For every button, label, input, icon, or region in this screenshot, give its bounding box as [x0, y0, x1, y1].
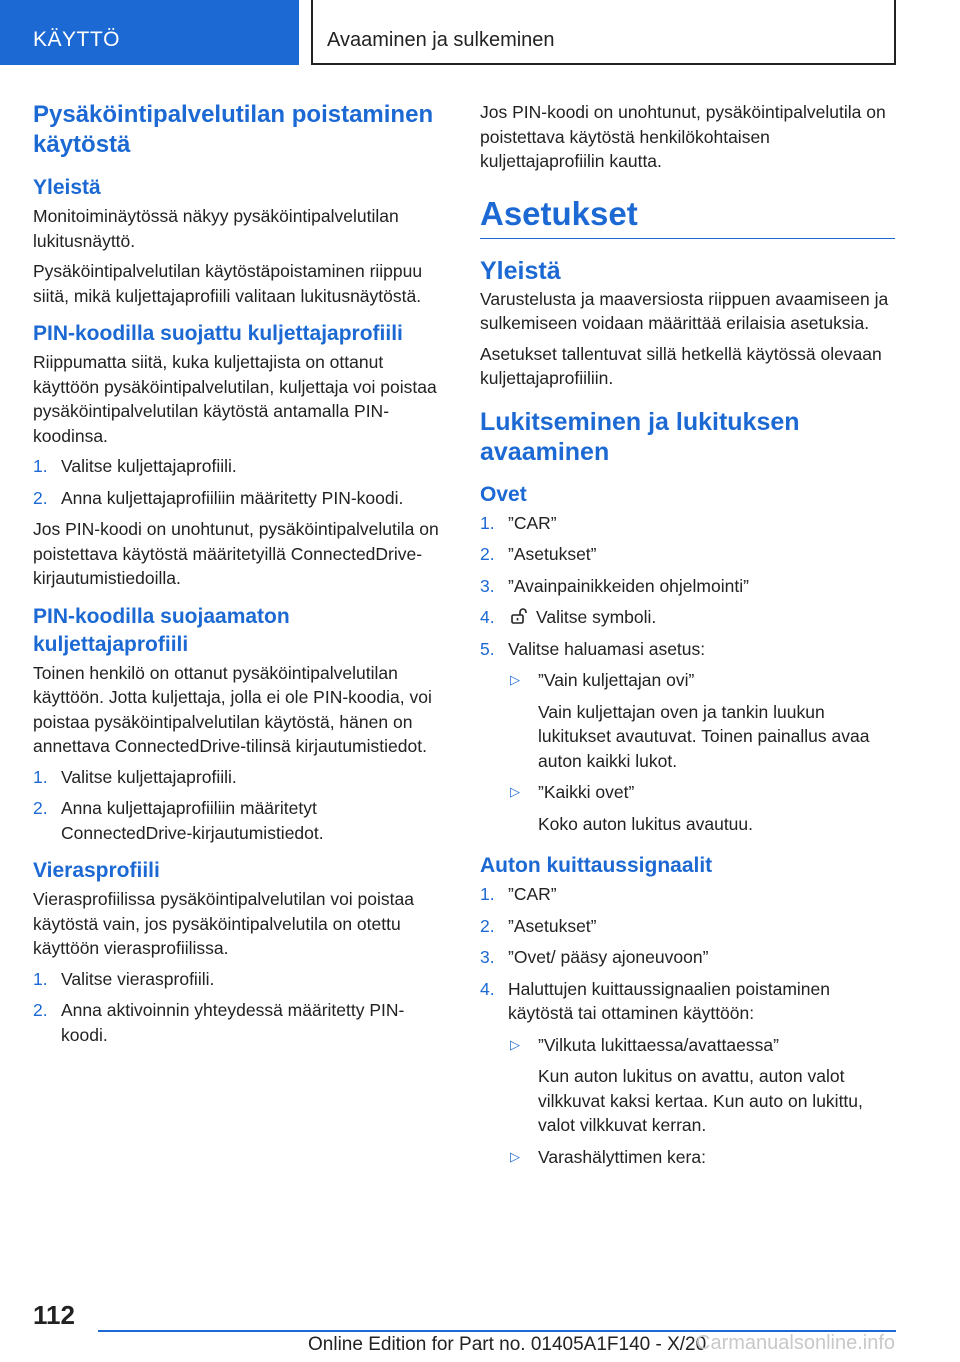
triangle-bullet-icon: ▷: [510, 784, 520, 799]
list-item: 2. ”Asetukset”: [480, 915, 597, 936]
chapter-label: Avaaminen ja sulkeminen: [327, 29, 555, 51]
option-item: ▷ ”Kaikki ovet”: [480, 780, 895, 805]
heading-yleista: Yleistä: [480, 256, 561, 285]
triangle-bullet-icon: ▷: [510, 1036, 520, 1052]
heading-pin-protected: PIN-koodilla suojattu kuljettajaprofiili: [33, 322, 403, 345]
triangle-bullet-icon: ▷: [510, 672, 520, 687]
list-item: 4. Valitse symboli.: [480, 607, 657, 627]
paragraph: Toinen henkilö on ottanut pysäköintipalvelutilan käyttöön. Jotta kuljettaja, jolla ei ole PIN-koodia, voi poistaa pysäköintipalvelutilan käytöstä, hänen on annettava ConnectedDrive-tilinsä kirjautumistiedot.: [33, 662, 432, 756]
paragraph: Jos PIN-koodi on unohtunut, pysäköintipalvelutila on poistettava käytöstä määritetyillä ConnectedDrive-kirjautumistiedoilla.: [33, 519, 439, 588]
paragraph: Varustelusta ja maaversiosta riippuen avaamiseen ja sulkemiseen voidaan määrittää erilaisia asetuksia.: [480, 288, 889, 333]
option-description: Vain kuljettajan oven ja tankin luukun lukitukset avautuvat. Toinen painallus avaa auton kaikki lukot.: [538, 701, 870, 771]
footer-edition: Online Edition for Part no. 01405A1F140 - X/20: [308, 1334, 707, 1355]
heading-signals: Auton kuittaussignaalit: [480, 854, 713, 877]
triangle-bullet-icon: ▷: [510, 1148, 520, 1164]
left-column: [33, 100, 443, 1054]
list-item: 4. Haluttujen kuittaussignaalien poistaminen käytöstä tai ottaminen käyttöön:: [480, 978, 831, 1023]
section-tab: [0, 0, 299, 65]
heading-locking: Lukitseminen ja lukituksen avaaminen: [480, 407, 800, 466]
list-item: 1. Valitse kuljettajaprofiili.: [33, 766, 237, 787]
chapter-tab: [311, 0, 896, 65]
section-label: KÄYTTÖ: [33, 28, 121, 51]
option-description: Kun auton lukitus on avattu, auton valot vilkkuvat kaksi kertaa. Kun auto on lukittu, valot vilkkuvat kerran.: [538, 1066, 863, 1135]
unlock-icon: [510, 607, 528, 625]
list-item: 1. Valitse kuljettajaprofiili.: [33, 456, 237, 476]
paragraph: Monitoiminäytössä näkyy pysäköintipalvelutilan lukitusnäyttö.: [33, 206, 399, 251]
paragraph: Pysäköintipalvelutilan käytöstäpoistaminen riippuu siitä, mikä kuljettajaprofiili valitaan lukitusnäytöstä.: [33, 261, 423, 306]
list-item: 2. Anna aktivoinnin yhteydessä määritetty PIN-koodi.: [33, 1000, 405, 1045]
watermark: Carmanualsonline.info: [696, 1332, 896, 1354]
list-item: 2. Anna kuljettajaprofiiliin määritetty PIN-koodi.: [33, 487, 404, 508]
option-item: ▷ ”Vain kuljettajan ovi”: [480, 668, 895, 693]
option-description: Koko auton lukitus avautuu.: [538, 813, 754, 834]
list-item: 3. ”Avainpainikkeiden ohjelmointi”: [480, 575, 749, 596]
list-item: 2. Anna kuljettajaprofiiliin määritetyt ConnectedDrive-kirjautumistiedot.: [33, 798, 324, 843]
heading-ovet: Ovet: [480, 482, 527, 506]
paragraph: Asetukset tallentuvat sillä hetkellä käytössä olevaan kuljettajaprofiiliin.: [480, 343, 882, 388]
heading-yleista: Yleistä: [33, 176, 101, 199]
section-title: Pysäköintipalvelutilan poistaminen käytöstä: [33, 101, 434, 158]
list-item: 5. Valitse haluamasi asetus:: [480, 638, 706, 659]
paragraph: Riippumatta siitä, kuka kuljettajista on ottanut käyttöön pysäköintipalvelutilan, kuljettaja voi poistaa pysäköintipalvelutilan käytöstä antamalla PIN-koodinsa.: [33, 352, 437, 446]
right-column: [480, 100, 895, 1176]
list-item: 1. ”CAR”: [480, 512, 557, 533]
list-item: 2. ”Asetukset”: [480, 544, 597, 564]
paragraph: Jos PIN-koodi on unohtunut, pysäköintipalvelutila on poistettava käytöstä henkilökohtaisen kuljettajaprofiilin kautta.: [480, 102, 886, 171]
list-item: 3. ”Ovet/ pääsy ajoneuvoon”: [480, 947, 709, 967]
page-number: 112: [33, 1300, 75, 1330]
heading-pin-unprotected: PIN-koodilla suojaamaton kuljettajaprofiili: [33, 604, 290, 656]
chapter-heading-asetukset: Asetukset: [480, 192, 895, 239]
paragraph: Vierasprofiilissa pysäköintipalvelutilan voi poistaa käytöstä vain, jos pysäköintipalvelutila on otettu käyttöön vierasprofiilissa.: [33, 889, 414, 958]
list-item: 1. Valitse vierasprofiili.: [33, 968, 215, 989]
option-item: ▷ ”Vilkuta lukittaessa/avattaessa”: [480, 1033, 895, 1058]
option-item: ▷ Varashälyttimen kera:: [480, 1145, 895, 1170]
heading-guest: Vierasprofiili: [33, 859, 160, 882]
list-item: 1. ”CAR”: [480, 884, 557, 904]
